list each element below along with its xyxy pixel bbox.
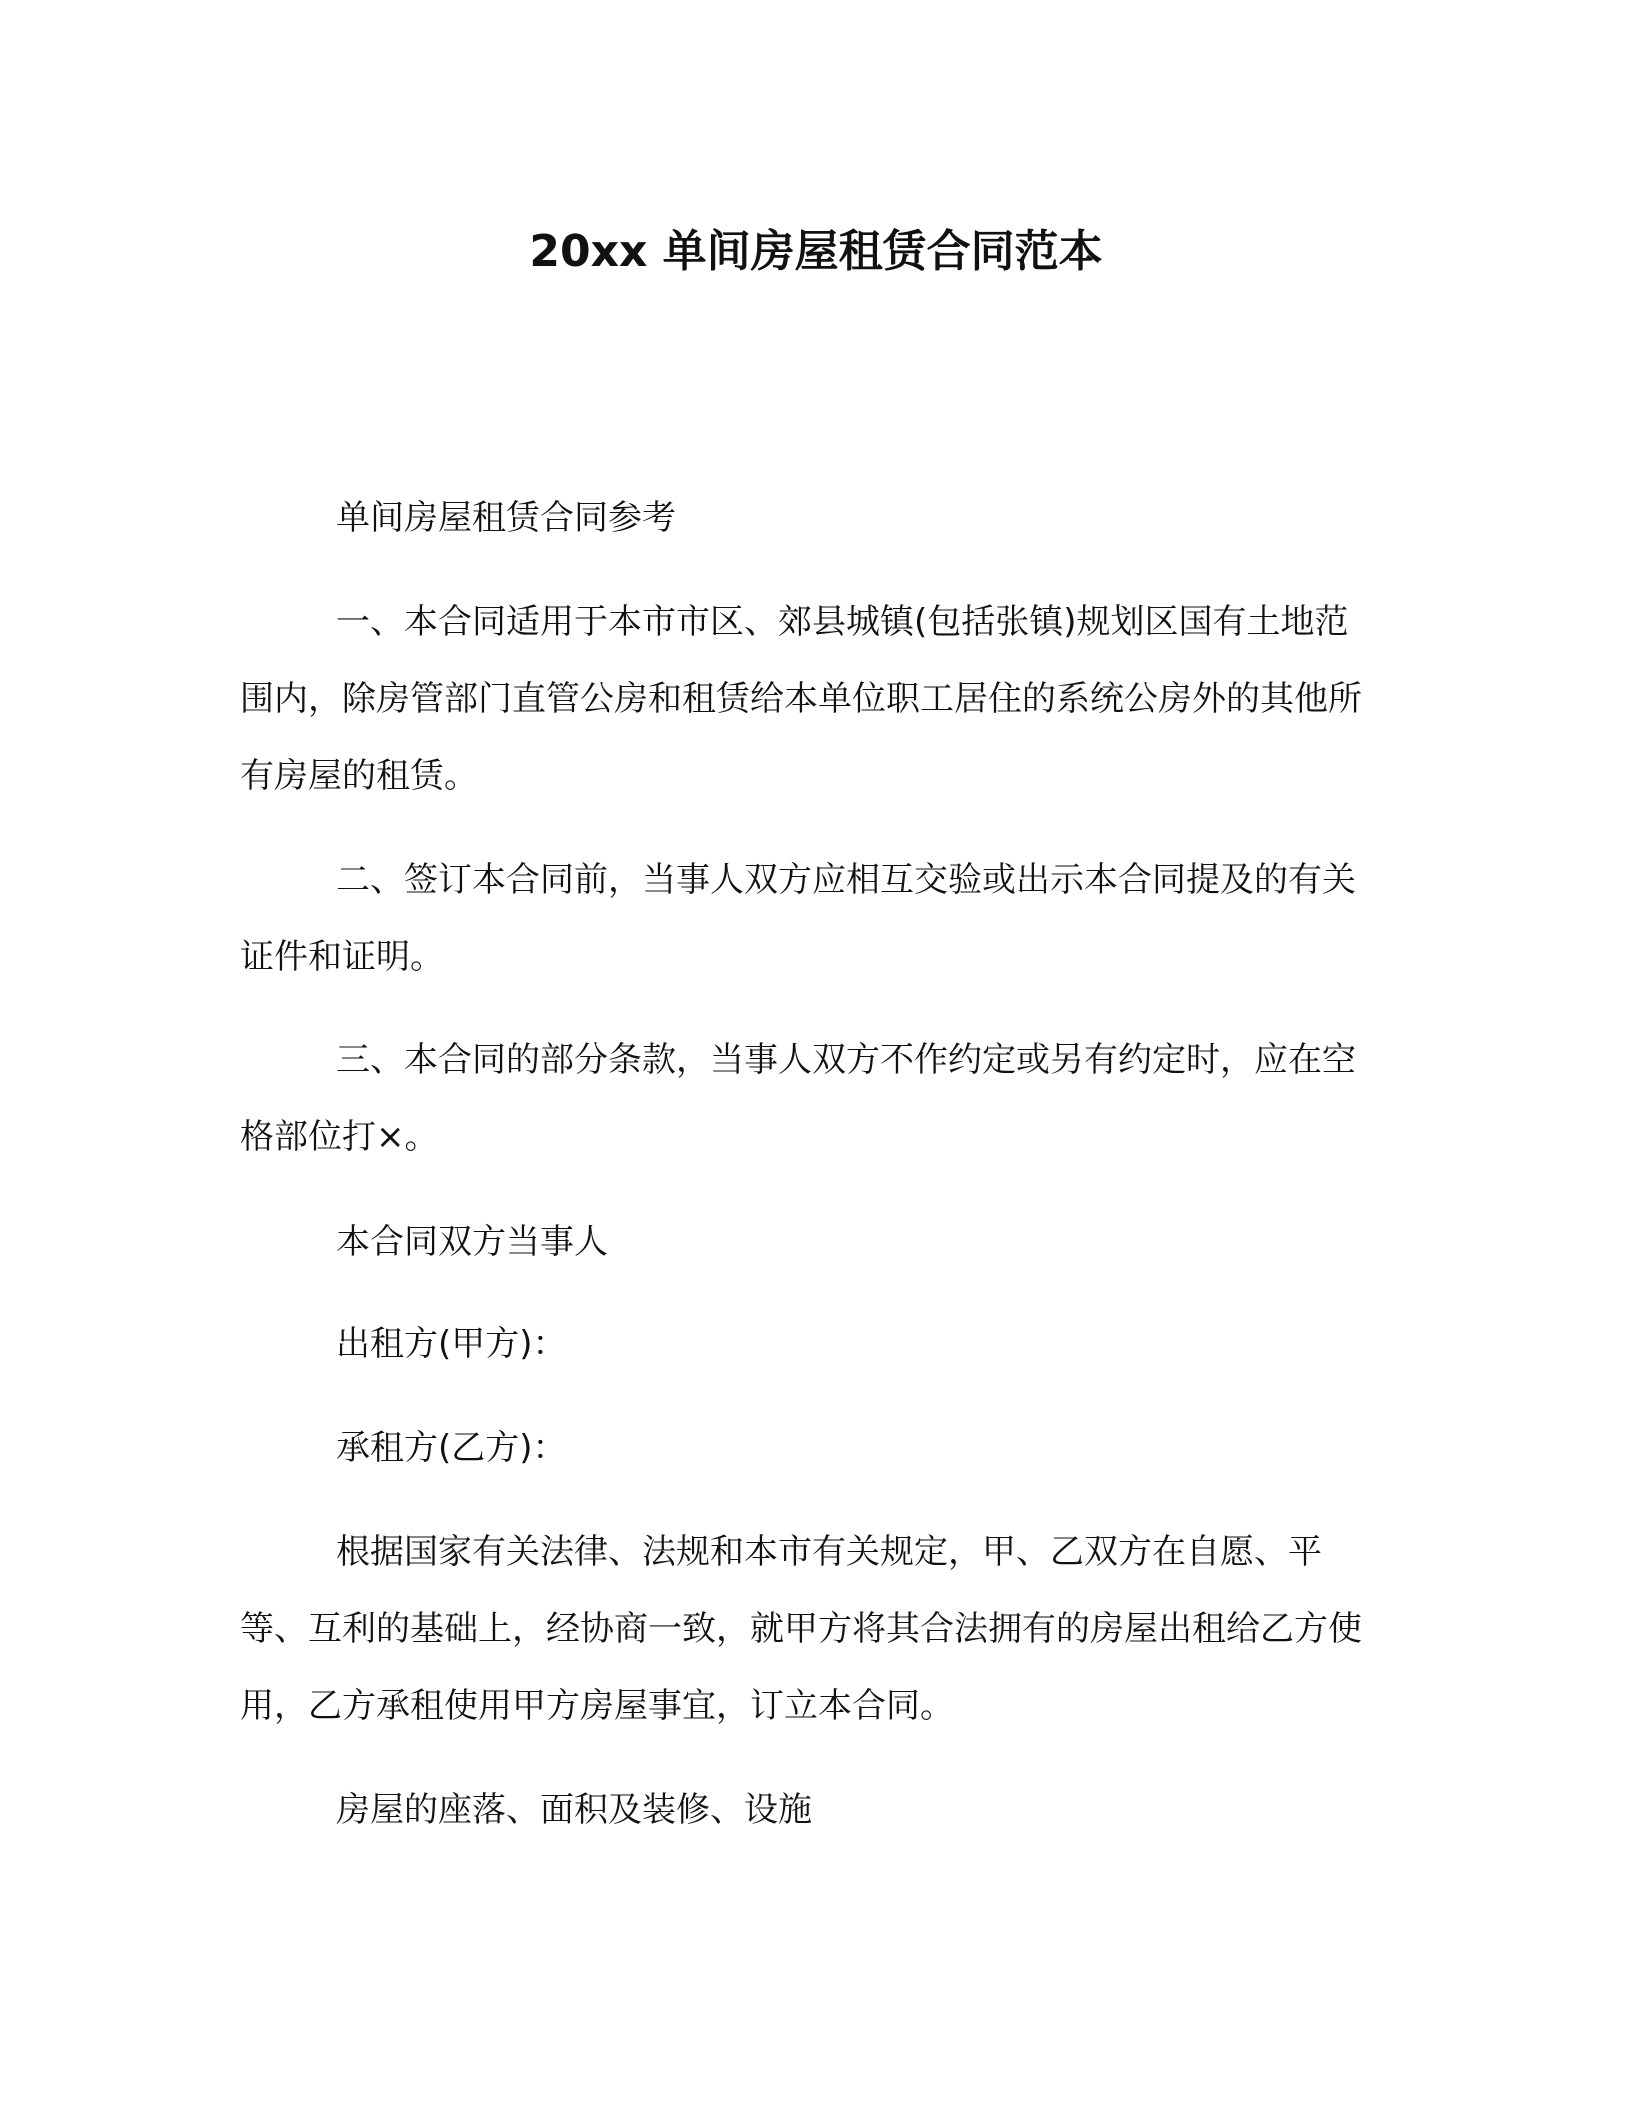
paragraph-heading-reference: 单间房屋租赁合同参考 (336, 498, 676, 538)
paragraph-parties-heading: 本合同双方当事人 (336, 1222, 608, 1262)
paragraph-clause-1: 一、本合同适用于本市市区、郊县城镇(包括张镇)规划区国有土地范围内，除房管部门直管公房和租赁给本单位职工居住的系统公房外的其他所有房屋的租赁。 (240, 602, 1362, 796)
paragraph-clause-2: 二、签订本合同前，当事人双方应相互交验或出示本合同提及的有关证件和证明。 (240, 860, 1356, 977)
document-title: 20xx 单间房屋租赁合同范本 (529, 226, 1103, 277)
paragraph-clause-3: 三、本合同的部分条款，当事人双方不作约定或另有约定时，应在空格部位打×。 (240, 1040, 1356, 1157)
paragraph-lessor: 出租方(甲方)： (336, 1324, 567, 1364)
paragraph-property-heading: 房屋的座落、面积及装修、设施 (336, 1790, 812, 1830)
paragraph-agreement-basis: 根据国家有关法律、法规和本市有关规定，甲、乙双方在自愿、平等、互利的基础上，经协商一致，就甲方将其合法拥有的房屋出租给乙方使用，乙方承租使用甲方房屋事宜，订立本合同。 (240, 1532, 1362, 1726)
paragraph-lessee: 承租方(乙方)： (336, 1428, 567, 1468)
